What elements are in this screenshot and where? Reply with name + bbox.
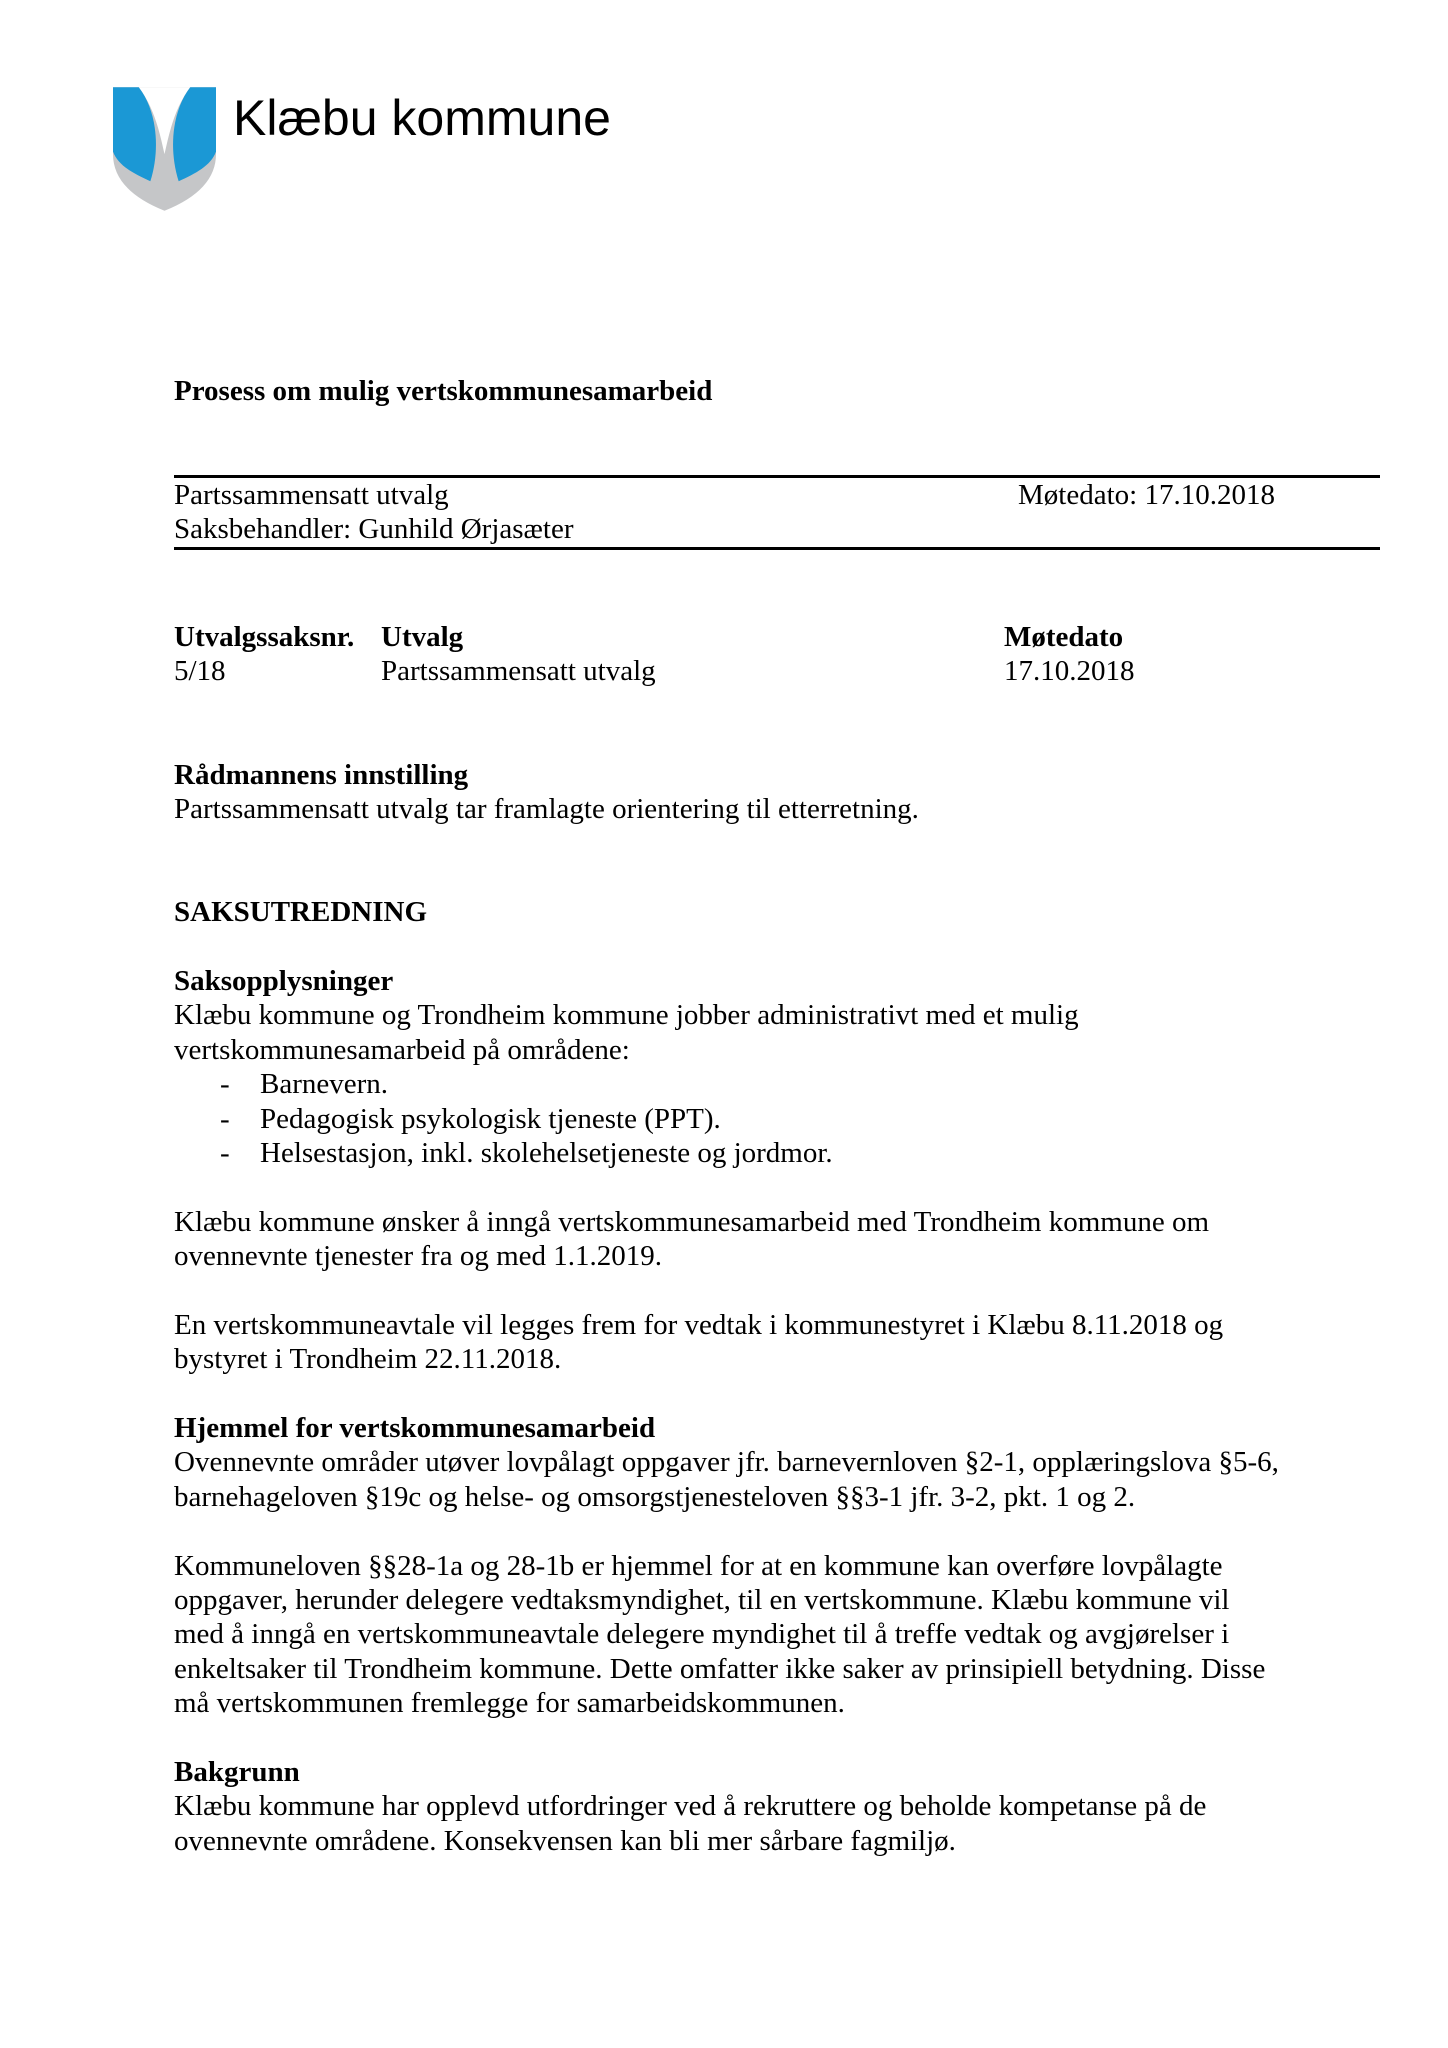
- case-officer: Saksbehandler: Gunhild Ørjasæter: [174, 513, 574, 545]
- paragraph: [174, 1205, 1374, 1274]
- column-header-case-number: Utvalgssaksnr.: [174, 621, 355, 653]
- committee-cell: Partssammensatt utvalg: [381, 655, 656, 688]
- section-background: [174, 1755, 1374, 1858]
- recommendation-section: [174, 758, 1374, 827]
- case-number-cell: 5/18: [174, 655, 226, 688]
- paragraph-line: Klæbu kommune ønsker å inngå vertskommunesamarbeid med Trondheim kommune om: [174, 1205, 1210, 1238]
- recommendation-text: Partssammensatt utvalg tar framlagte orientering til etterretning.: [174, 792, 919, 825]
- section-case-information: [174, 964, 1374, 1170]
- list-marker: -: [220, 1102, 230, 1135]
- paragraph-line: med å inngå en vertskommuneavtale delegere myndighet til å treffe vedtak og avgjørelser i: [174, 1618, 1230, 1651]
- paragraph-line: må vertskommunen fremlegge for samarbeidskommunen.: [174, 1687, 845, 1720]
- table-row: [174, 654, 1374, 688]
- paragraph-line: Ovennevnte områder utøver lovpålagt oppgaver jfr. barnevernloven §2-1, opplæringslova §5-6,: [174, 1446, 1279, 1479]
- paragraph-line: ovennevnte områdene. Konsekvensen kan bli mer sårbare fagmiljø.: [174, 1824, 956, 1857]
- paragraph-line: vertskommunesamarbeid på områdene:: [174, 1033, 630, 1066]
- paragraph-line: barnehageloven §19c og helse- og omsorgstjenesteloven §§3-1 jfr. 3-2, pkt. 1 og 2.: [174, 1480, 1136, 1513]
- document-body: [174, 620, 1374, 1858]
- paragraph-line: Kommuneloven §§28-1a og 28-1b er hjemmel for at en kommune kan overføre lovpålagte: [174, 1549, 1223, 1582]
- column-header-committee: Utvalg: [381, 621, 464, 653]
- section-legal-basis: [174, 1411, 1374, 1514]
- paragraph-line: enkeltsaker til Trondheim kommune. Dette omfatter ikke saker av prinsipiell betydning. Disse: [174, 1652, 1266, 1685]
- meeting-date: Møtedato: 17.10.2018: [1018, 479, 1275, 511]
- report-heading: SAKSUTREDNING: [174, 896, 427, 929]
- paragraph: [174, 1549, 1374, 1721]
- list-marker: -: [220, 1068, 230, 1101]
- paragraph-line: ovennevnte tjenester fra og med 1.1.2019.: [174, 1240, 663, 1273]
- list-item: [174, 1102, 1374, 1136]
- case-table-header: [174, 620, 1374, 654]
- section-heading: Hjemmel for vertskommunesamarbeid: [174, 1412, 656, 1445]
- recommendation-heading: Rådmannens innstilling: [174, 758, 469, 791]
- list-item: [174, 1067, 1374, 1101]
- document-title: Prosess om mulig vertskommunesamarbeid: [174, 375, 713, 407]
- section-heading: Bakgrunn: [174, 1755, 300, 1788]
- list-item: [174, 1136, 1374, 1170]
- list-item-text: Barnevern.: [260, 1068, 389, 1101]
- list-marker: -: [220, 1136, 230, 1169]
- bottom-rule: [174, 547, 1380, 550]
- column-header-meeting-date: Møtedato: [1004, 621, 1124, 653]
- meeting-date-cell: 17.10.2018: [1004, 655, 1135, 688]
- coat-of-arms-icon: [113, 86, 216, 212]
- section-heading: Saksopplysninger: [174, 964, 394, 997]
- organization-name: Klæbu kommune: [233, 90, 611, 146]
- case-table: [174, 620, 1374, 689]
- list-item-text: Helsestasjon, inkl. skolehelsetjeneste og jordmor.: [260, 1136, 833, 1169]
- list-item-text: Pedagogisk psykologisk tjeneste (PPT).: [260, 1102, 721, 1135]
- paragraph-line: bystyret i Trondheim 22.11.2018.: [174, 1343, 562, 1376]
- paragraph-line: Klæbu kommune og Trondheim kommune jobber administrativt med et mulig: [174, 999, 1079, 1032]
- committee-name: Partssammensatt utvalg: [174, 479, 449, 511]
- paragraph-line: oppgaver, herunder delegere vedtaksmyndighet, til en vertskommune. Klæbu kommune vil: [174, 1583, 1230, 1616]
- paragraph-line: En vertskommuneavtale vil legges frem for vedtak i kommunestyret i Klæbu 8.11.2018 og: [174, 1308, 1224, 1341]
- service-list: [174, 1067, 1374, 1170]
- paragraph: [174, 1308, 1374, 1377]
- paragraph-line: Klæbu kommune har opplevd utfordringer ved å rekruttere og beholde kompetanse på de: [174, 1790, 1207, 1823]
